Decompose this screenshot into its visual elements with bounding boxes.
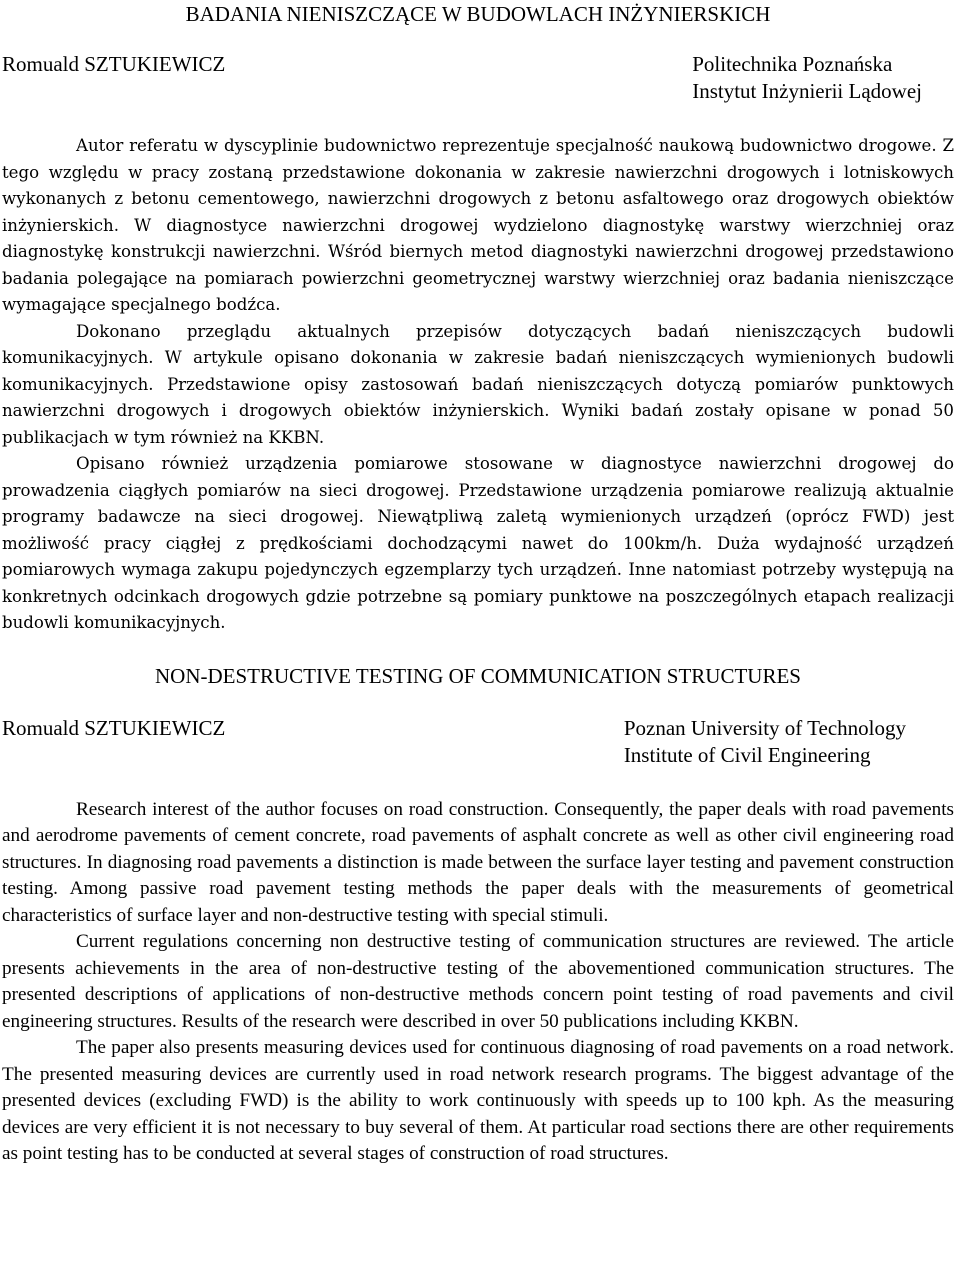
polish-paragraph-3: Opisano również urządzenia pomiarowe stosowane w diagnostyce nawierzchni drogowej do prowadzenia ciągłych pomiarów na sieci drogowej. Przedstawione urządzenia pomiarowe realizują aktualnie programy badawcze na sieci drogowej. Niewątpliwą zaletą wymienionych urządzeń (oprócz FWD) jest możliwość pracy ciągłej z prędkościami dochodzącymi nawet do 100km/h. Duża wydajność urządzeń pomiarowych wymaga zakupu pojedynczych egzemplarzy tych urządzeń. Inne natomiast potrzeby występują na konkretnych odcinkach drogowych gdzie potrzebne są pomiary punktowe na poszczególnych etapach realizacji budowli komunikacyjnych. bbox=[2, 454, 954, 632]
polish-paragraph-2: Dokonano przeglądu aktualnych przepisów dotyczących badań nieniszczących budowli komunikacyjnych. W artykule opisano dokonania w zakresie badań nieniszczących wymienionych budowli komunikacyjnych. Przedstawione opisy zastosowań badań nieniszczących dotyczą pomiarów punktowych nawierzchni drogowych i drogowych obiektów inżynierskich. Wyniki badań zostały opisane w ponad 50 publikacjach w tym również na KKBN. bbox=[2, 321, 954, 447]
english-affiliation-institute: Institute of Civil Engineering bbox=[623, 742, 871, 767]
polish-title: BADANIA NIENISZCZĄCE W BUDOWLACH INŻYNIERSKICH bbox=[185, 2, 771, 26]
english-paragraph-2: Current regulations concerning non destructive testing of communication structures are reviewed. The article presents achievements in the area of non-destructive testing of the abovementioned communication structures. The presented descriptions of applications of non-destructive methods concern point testing of road pavements and civil engineering structures. Results of the research were described in over 50 publications including KKBN. bbox=[2, 931, 954, 1032]
polish-author-name: Romuald SZTUKIEWICZ bbox=[2, 52, 226, 76]
polish-affiliation bbox=[692, 51, 922, 105]
section-gap bbox=[2, 637, 954, 663]
english-paragraph-1: Research interest of the author focuses on road construction. Consequently, the paper deals with road pavements and aerodrome pavements of cement concrete, road pavements of asphalt concrete as well as other civil engineering road structures. In diagnosing road pavements a distinction is made between the surface layer testing and pavement construction testing. Among passive road pavement testing methods the paper deals with the measurements of geometrical characteristics of surface layer and non-destructive testing with special stimuli. bbox=[2, 798, 954, 926]
english-abstract bbox=[2, 797, 954, 1168]
english-author-name: Romuald SZTUKIEWICZ bbox=[2, 715, 226, 740]
english-title: NON-DESTRUCTIVE TESTING OF COMMUNICATION STRUCTURES bbox=[155, 663, 801, 688]
english-affiliation-university: Poznan University of Technology bbox=[623, 715, 906, 740]
polish-paragraph-1: Autor referatu w dyscyplinie budownictwo reprezentuje specjalność naukową budownictwo drogowe. Z tego względu w pracy zostaną przedstawione dokonania w zakresie nawierzchni drogowych i lotniskowych wykonanych z betonu cementowego, nawierzchni drogowych z betonu asfaltowego oraz drogowych obiektów inżynierskich. W diagnostyce nawierzchni drogowej wydzielono diagnostykę warstwy wierzchniej oraz diagnostykę konstrukcji nawierzchni. Wśród biernych metod diagnostyki nawierzchni drogowej przedstawiono badania polegające na pomiarach powierzchni geometrycznej warstwy wierzchniej oraz badania nieniszczące wymagające specjalnego bodźca. bbox=[2, 136, 954, 314]
document-page bbox=[2, 0, 954, 1168]
polish-author-block bbox=[2, 51, 954, 105]
english-affiliation bbox=[624, 715, 906, 769]
polish-affiliation-university: Politechnika Poznańska bbox=[692, 52, 893, 76]
english-author-block bbox=[2, 715, 954, 769]
polish-affiliation-institute: Instytut Inżynierii Lądowej bbox=[692, 79, 922, 103]
english-paragraph-3: The paper also presents measuring devices used for continuous diagnosing of road pavements on a road network. The presented measuring devices are currently used in road network research programs. The biggest advantage of the presented devices (excluding FWD) is the ability to work continuously with speeds up to 100 kph. As the measuring devices are very efficient it is not necessary to buy several of them. At particular road sections there are other requirements as point testing has to be conducted at several stages of construction of road structures. bbox=[2, 1037, 954, 1164]
polish-abstract bbox=[2, 133, 954, 637]
